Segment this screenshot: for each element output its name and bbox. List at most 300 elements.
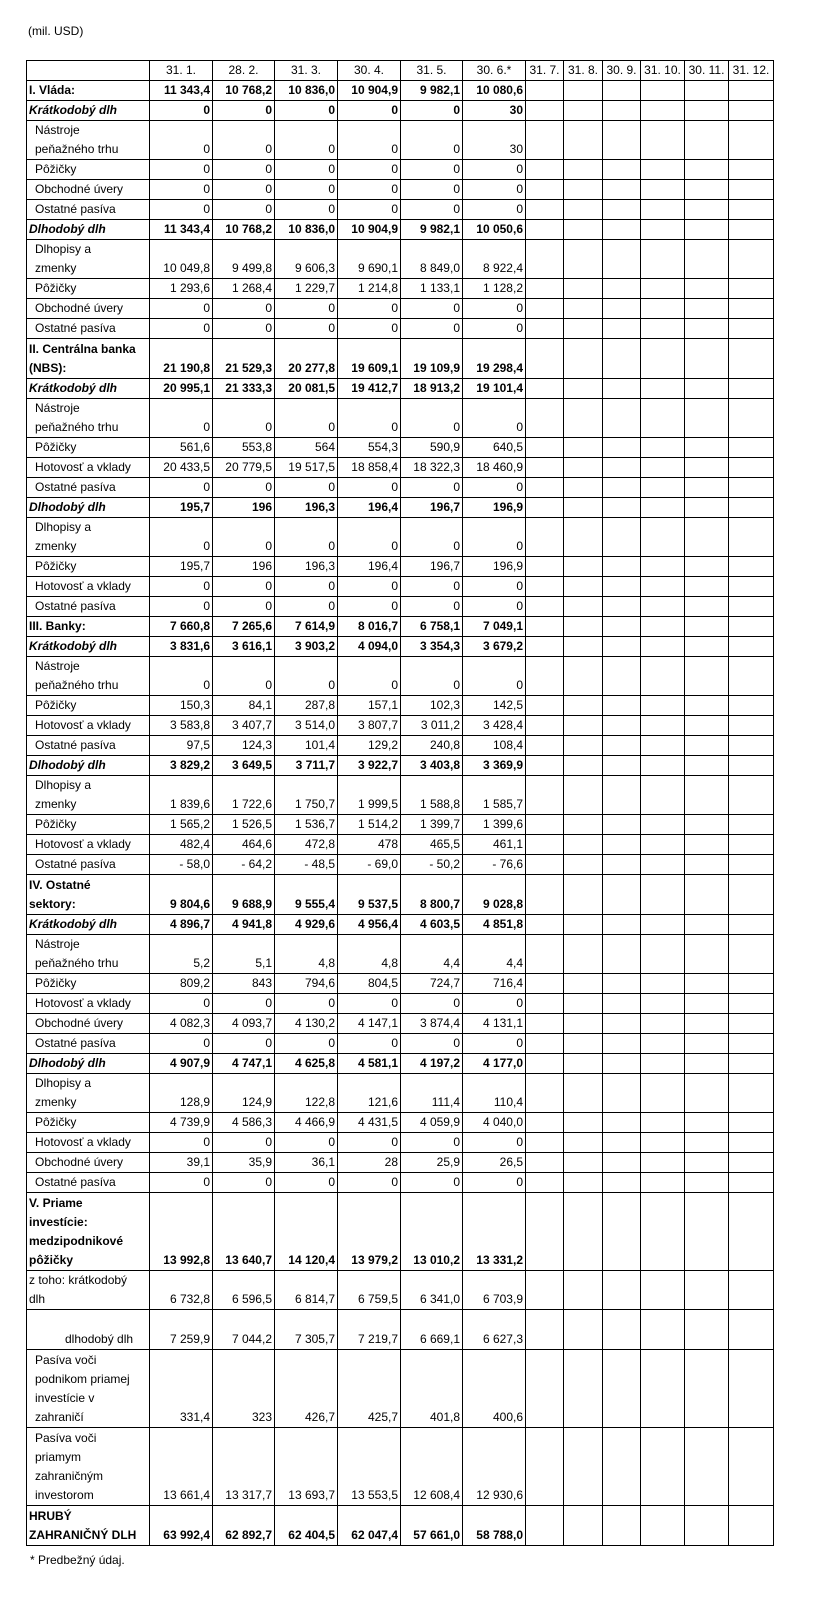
value-cell: [564, 815, 603, 835]
value-cell: 13 640,7: [213, 1192, 275, 1270]
value-cell: [729, 1013, 774, 1033]
row-label-text: Krátkodobý dlh: [29, 638, 118, 653]
value-cell: 129,2: [338, 736, 401, 756]
value-cell: [526, 736, 564, 756]
value-cell: - 48,5: [275, 855, 338, 875]
row-label-text: III. Banky:: [29, 618, 86, 633]
row-label-text: Hotovosť a vklady: [35, 1134, 131, 1149]
value-cell: 3 403,8: [401, 756, 463, 776]
value-cell: [564, 934, 603, 973]
row-label-text: dlhodobý dlh: [65, 1331, 134, 1346]
value-cell: 0: [338, 517, 401, 556]
value-cell: 0: [401, 576, 463, 596]
value-cell: [603, 973, 641, 993]
value-cell: [685, 855, 729, 875]
value-cell: [729, 756, 774, 776]
table-row: [27, 1132, 774, 1152]
value-cell: 0: [401, 101, 463, 121]
value-cell: 7 219,7: [338, 1310, 401, 1349]
value-cell: [641, 855, 685, 875]
value-cell: [603, 1132, 641, 1152]
value-cell: 843: [213, 973, 275, 993]
value-cell: [603, 1053, 641, 1073]
value-cell: [564, 437, 603, 457]
value-cell: [685, 180, 729, 200]
value-cell: 0: [275, 160, 338, 180]
value-cell: 0: [338, 160, 401, 180]
value-cell: 561,6: [150, 437, 213, 457]
value-cell: 6 627,3: [463, 1310, 526, 1349]
value-cell: [729, 121, 774, 160]
value-cell: [729, 776, 774, 815]
row-label-text: Ostatné pasíva: [35, 1035, 116, 1050]
value-cell: [641, 1310, 685, 1349]
row-label-text: Krátkodobý dlh: [29, 916, 118, 931]
value-cell: [729, 716, 774, 736]
value-cell: [685, 1349, 729, 1427]
value-cell: [526, 319, 564, 339]
table-row: [27, 398, 774, 437]
value-cell: [526, 576, 564, 596]
value-cell: 0: [150, 121, 213, 160]
header-cell: 30. 6.*: [463, 61, 526, 81]
row-label-text: II. Centrálna banka (NBS):: [29, 341, 136, 375]
table-row: [27, 1013, 774, 1033]
value-cell: 478: [338, 835, 401, 855]
value-cell: [526, 1112, 564, 1132]
value-cell: [729, 1349, 774, 1427]
value-cell: [641, 736, 685, 756]
value-cell: 4 956,4: [338, 914, 401, 934]
row-label: [27, 121, 150, 160]
value-cell: 0: [401, 299, 463, 319]
row-label: [27, 477, 150, 497]
value-cell: 12 608,4: [401, 1428, 463, 1506]
value-cell: 18 460,9: [463, 457, 526, 477]
value-cell: [564, 1192, 603, 1270]
value-cell: [526, 299, 564, 319]
row-label: [27, 1192, 150, 1270]
value-cell: [564, 736, 603, 756]
value-cell: 3 369,9: [463, 756, 526, 776]
value-cell: 4 896,7: [150, 914, 213, 934]
row-label: [27, 279, 150, 299]
value-cell: 287,8: [275, 696, 338, 716]
value-cell: 724,7: [401, 973, 463, 993]
value-cell: 196: [213, 497, 275, 517]
value-cell: [526, 656, 564, 695]
value-cell: 35,9: [213, 1152, 275, 1172]
value-cell: 9 804,6: [150, 875, 213, 914]
row-label: [27, 556, 150, 576]
value-cell: 6 703,9: [463, 1271, 526, 1310]
value-cell: [685, 973, 729, 993]
header-cell: 30. 9.: [603, 61, 641, 81]
value-cell: [641, 497, 685, 517]
value-cell: 0: [463, 596, 526, 616]
value-cell: 20 081,5: [275, 378, 338, 398]
row-label: [27, 160, 150, 180]
value-cell: [564, 556, 603, 576]
value-cell: [641, 180, 685, 200]
value-cell: [564, 378, 603, 398]
value-cell: 716,4: [463, 973, 526, 993]
unit-label: (mil. USD): [28, 24, 84, 38]
value-cell: [603, 1172, 641, 1192]
value-cell: 13 010,2: [401, 1192, 463, 1270]
value-cell: [526, 756, 564, 776]
value-cell: 21 190,8: [150, 339, 213, 378]
value-cell: [526, 835, 564, 855]
value-cell: [526, 716, 564, 736]
table-row: [27, 1310, 774, 1349]
value-cell: [729, 1506, 774, 1545]
footnote: * Predbežný údaj.: [30, 1553, 125, 1567]
value-cell: 640,5: [463, 437, 526, 457]
row-label: [27, 636, 150, 656]
value-cell: [564, 121, 603, 160]
value-cell: [526, 101, 564, 121]
value-cell: 10 768,2: [213, 220, 275, 240]
value-cell: 6 341,0: [401, 1271, 463, 1310]
value-cell: 39,1: [150, 1152, 213, 1172]
value-cell: 3 874,4: [401, 1013, 463, 1033]
header-cell: 30. 11.: [685, 61, 729, 81]
value-cell: [729, 855, 774, 875]
value-cell: [641, 81, 685, 101]
value-cell: 0: [150, 398, 213, 437]
row-label: [27, 1033, 150, 1053]
value-cell: 0: [401, 200, 463, 220]
value-cell: [641, 477, 685, 497]
value-cell: 36,1: [275, 1152, 338, 1172]
value-cell: 0: [463, 1132, 526, 1152]
table-row: [27, 437, 774, 457]
value-cell: 0: [463, 319, 526, 339]
row-label-text: Pôžičky: [35, 1114, 77, 1129]
value-cell: [526, 1506, 564, 1545]
value-cell: [641, 437, 685, 457]
value-cell: [729, 875, 774, 914]
table-row: [27, 1349, 774, 1427]
row-label: [27, 1053, 150, 1073]
value-cell: [641, 240, 685, 279]
value-cell: [603, 1033, 641, 1053]
value-cell: 0: [275, 993, 338, 1013]
value-cell: 20 433,5: [150, 457, 213, 477]
value-cell: 0: [401, 477, 463, 497]
value-cell: [564, 696, 603, 716]
value-cell: [564, 81, 603, 101]
value-cell: [641, 815, 685, 835]
row-label: [27, 497, 150, 517]
row-label: [27, 993, 150, 1013]
value-cell: [641, 101, 685, 121]
value-cell: [526, 1132, 564, 1152]
row-label-text: Pôžičky: [35, 281, 77, 296]
value-cell: 121,6: [338, 1073, 401, 1112]
value-cell: 0: [338, 200, 401, 220]
value-cell: 0: [338, 398, 401, 437]
value-cell: 196,7: [401, 556, 463, 576]
value-cell: 4 625,8: [275, 1053, 338, 1073]
value-cell: [685, 200, 729, 220]
value-cell: 0: [150, 1172, 213, 1192]
value-cell: 0: [275, 517, 338, 556]
header-cell: 31. 7.: [526, 61, 564, 81]
value-cell: [685, 1132, 729, 1152]
table-row: [27, 815, 774, 835]
value-cell: [729, 914, 774, 934]
value-cell: [685, 1172, 729, 1192]
value-cell: [729, 696, 774, 716]
value-cell: [564, 855, 603, 875]
value-cell: 9 499,8: [213, 240, 275, 279]
value-cell: [526, 497, 564, 517]
header-row: [27, 61, 774, 81]
value-cell: [729, 556, 774, 576]
row-label-text: Ostatné pasíva: [35, 1174, 116, 1189]
value-cell: [564, 1112, 603, 1132]
value-cell: 426,7: [275, 1349, 338, 1427]
value-cell: 4 907,9: [150, 1053, 213, 1073]
value-cell: [564, 656, 603, 695]
value-cell: 4 040,0: [463, 1112, 526, 1132]
value-cell: 19 412,7: [338, 378, 401, 398]
value-cell: [685, 299, 729, 319]
value-cell: 0: [150, 656, 213, 695]
row-label: [27, 596, 150, 616]
value-cell: [685, 835, 729, 855]
value-cell: 142,5: [463, 696, 526, 716]
value-cell: [641, 1112, 685, 1132]
value-cell: [685, 378, 729, 398]
value-cell: [564, 517, 603, 556]
row-label: [27, 835, 150, 855]
value-cell: 3 354,3: [401, 636, 463, 656]
value-cell: 1 229,7: [275, 279, 338, 299]
value-cell: [526, 517, 564, 556]
table-row: [27, 736, 774, 756]
row-label-text: Ostatné pasíva: [35, 321, 116, 336]
value-cell: 13 693,7: [275, 1428, 338, 1506]
value-cell: 401,8: [401, 1349, 463, 1427]
value-cell: [729, 835, 774, 855]
value-cell: 6 596,5: [213, 1271, 275, 1310]
row-label-text: Nástroje peňažného trhu: [35, 123, 119, 157]
value-cell: [526, 1172, 564, 1192]
value-cell: [685, 1271, 729, 1310]
value-cell: [603, 1349, 641, 1427]
value-cell: 0: [338, 299, 401, 319]
value-cell: 0: [275, 101, 338, 121]
value-cell: 0: [275, 656, 338, 695]
value-cell: 0: [401, 160, 463, 180]
value-cell: [603, 656, 641, 695]
value-cell: 0: [401, 517, 463, 556]
value-cell: [729, 279, 774, 299]
value-cell: [603, 1428, 641, 1506]
value-cell: [641, 875, 685, 914]
table-row: [27, 1192, 774, 1270]
row-label-text: Ostatné pasíva: [35, 202, 116, 217]
table-row: [27, 1428, 774, 1506]
value-cell: [685, 160, 729, 180]
row-label-text: Dlhopisy a zmenky: [35, 778, 92, 812]
value-cell: [729, 1112, 774, 1132]
table-row: [27, 835, 774, 855]
value-cell: 4 466,9: [275, 1112, 338, 1132]
value-cell: 0: [401, 1033, 463, 1053]
value-cell: [729, 220, 774, 240]
value-cell: [729, 81, 774, 101]
row-label-text: Pôžičky: [35, 817, 77, 832]
value-cell: [526, 160, 564, 180]
row-label: [27, 180, 150, 200]
value-cell: [641, 339, 685, 378]
value-cell: - 58,0: [150, 855, 213, 875]
value-cell: [641, 121, 685, 160]
value-cell: [729, 993, 774, 1013]
row-label: [27, 815, 150, 835]
value-cell: 1 999,5: [338, 776, 401, 815]
value-cell: 4 131,1: [463, 1013, 526, 1033]
value-cell: 0: [401, 656, 463, 695]
value-cell: 0: [338, 576, 401, 596]
value-cell: [685, 1112, 729, 1132]
value-cell: [641, 1033, 685, 1053]
value-cell: 18 913,2: [401, 378, 463, 398]
value-cell: 0: [401, 1172, 463, 1192]
value-cell: 590,9: [401, 437, 463, 457]
row-label-text: Dlhodobý dlh: [29, 499, 106, 514]
value-cell: [641, 200, 685, 220]
value-cell: [603, 160, 641, 180]
value-cell: [641, 1013, 685, 1033]
row-label-text: Dlhodobý dlh: [29, 1055, 106, 1070]
value-cell: 3 829,2: [150, 756, 213, 776]
value-cell: 461,1: [463, 835, 526, 855]
value-cell: [603, 1152, 641, 1172]
row-label-text: Hotovosť a vklady: [35, 718, 131, 733]
row-label-text: I. Vláda:: [29, 83, 76, 97]
value-cell: [603, 756, 641, 776]
value-cell: 196,3: [275, 556, 338, 576]
value-cell: [729, 815, 774, 835]
value-cell: 4,4: [463, 934, 526, 973]
value-cell: 10 904,9: [338, 81, 401, 101]
value-cell: 3 649,5: [213, 756, 275, 776]
value-cell: [729, 517, 774, 556]
table-row: [27, 299, 774, 319]
table-row: [27, 497, 774, 517]
table-row: [27, 517, 774, 556]
value-cell: 6 669,1: [401, 1310, 463, 1349]
value-cell: 0: [150, 596, 213, 616]
value-cell: [526, 616, 564, 636]
value-cell: [603, 1310, 641, 1349]
table-row: [27, 636, 774, 656]
row-label: [27, 875, 150, 914]
value-cell: [526, 973, 564, 993]
value-cell: [685, 636, 729, 656]
value-cell: 0: [150, 101, 213, 121]
table-body: [27, 81, 774, 1546]
value-cell: 0: [401, 993, 463, 1013]
header-cell: 31. 10.: [641, 61, 685, 81]
value-cell: 482,4: [150, 835, 213, 855]
value-cell: [564, 1073, 603, 1112]
row-label-text: Pôžičky: [35, 558, 77, 573]
value-cell: [526, 477, 564, 497]
value-cell: [526, 437, 564, 457]
value-cell: 13 553,5: [338, 1428, 401, 1506]
value-cell: [603, 1506, 641, 1545]
value-cell: 9 555,4: [275, 875, 338, 914]
value-cell: [729, 1310, 774, 1349]
value-cell: [641, 1152, 685, 1172]
value-cell: [526, 914, 564, 934]
value-cell: [641, 1132, 685, 1152]
value-cell: 0: [213, 180, 275, 200]
value-cell: [685, 477, 729, 497]
value-cell: [685, 716, 729, 736]
row-label-text: Hotovosť a vklady: [35, 837, 131, 852]
value-cell: [641, 457, 685, 477]
row-label-text: IV. Ostatné sektory:: [29, 877, 91, 911]
table-row: [27, 457, 774, 477]
value-cell: 10 904,9: [338, 220, 401, 240]
value-cell: [685, 220, 729, 240]
value-cell: 1 128,2: [463, 279, 526, 299]
value-cell: [685, 934, 729, 973]
value-cell: [564, 636, 603, 656]
value-cell: [729, 1271, 774, 1310]
row-label-text: Ostatné pasíva: [35, 738, 116, 753]
value-cell: 0: [275, 121, 338, 160]
value-cell: 150,3: [150, 696, 213, 716]
value-cell: 4 082,3: [150, 1013, 213, 1033]
value-cell: [729, 457, 774, 477]
value-cell: 8 922,4: [463, 240, 526, 279]
value-cell: [641, 279, 685, 299]
value-cell: 195,7: [150, 497, 213, 517]
value-cell: 0: [150, 1132, 213, 1152]
value-cell: 323: [213, 1349, 275, 1427]
value-cell: [685, 319, 729, 339]
table-row: [27, 160, 774, 180]
value-cell: [564, 596, 603, 616]
value-cell: 0: [401, 319, 463, 339]
value-cell: [729, 1053, 774, 1073]
value-cell: [641, 596, 685, 616]
value-cell: [603, 81, 641, 101]
value-cell: [729, 636, 774, 656]
value-cell: 0: [150, 160, 213, 180]
value-cell: 0: [463, 180, 526, 200]
row-label-text: Hotovosť a vklady: [35, 459, 131, 474]
row-label-text: Nástroje peňažného trhu: [35, 936, 119, 970]
value-cell: [685, 398, 729, 437]
value-cell: [729, 973, 774, 993]
value-cell: [641, 716, 685, 736]
value-cell: 3 711,7: [275, 756, 338, 776]
value-cell: [564, 1152, 603, 1172]
row-label-text: Obchodné úvery: [35, 1015, 124, 1030]
row-label: [27, 1112, 150, 1132]
value-cell: 0: [338, 656, 401, 695]
value-cell: [729, 180, 774, 200]
